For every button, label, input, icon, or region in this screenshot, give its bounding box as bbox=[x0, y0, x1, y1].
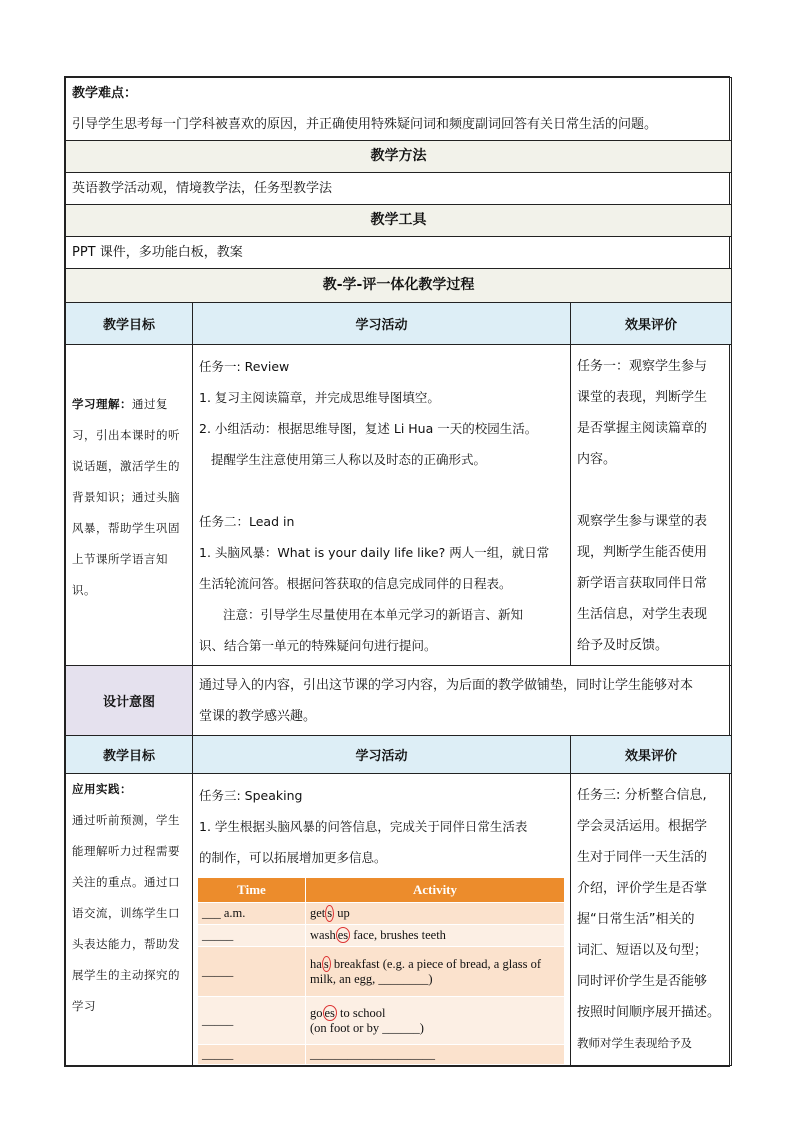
design-text bbox=[193, 666, 731, 732]
column-header-row bbox=[66, 303, 732, 345]
table-row bbox=[198, 925, 565, 947]
table-cell-time: ___ a.m. bbox=[198, 903, 306, 925]
table-row bbox=[198, 1045, 565, 1065]
eval2-line: 新学语言获取同伴日常 bbox=[577, 576, 708, 591]
task2-item1b: 生活轮流问答。根据问答获取的信息完成同伴的日程表。 bbox=[199, 576, 512, 591]
section2-row bbox=[66, 774, 732, 1066]
table-cell-time: _____ bbox=[198, 925, 306, 947]
daily-life-table bbox=[197, 877, 565, 1065]
eval1-line: 课堂的表现，判断学生 bbox=[577, 390, 708, 405]
task3-title: 任务三: Speaking bbox=[199, 788, 303, 803]
eval2-line: 观察学生参与课堂的表 bbox=[577, 514, 708, 529]
col-header-evaluation: 效果评价 bbox=[571, 736, 732, 774]
col-header-activity: 学习活动 bbox=[193, 736, 571, 774]
section1-goal-text: 通过复习，引出本课时的听说话题，激活学生的背景知识；通过头脑风暴，帮助学生巩固上节课所学语言知识。 bbox=[72, 397, 180, 597]
section2-goal-title: 应用实践： bbox=[72, 782, 132, 796]
eval3-line: 教师对学生表现给予及 bbox=[577, 1036, 692, 1050]
table-row bbox=[198, 903, 565, 925]
activity-text: breakfast (e.g. a piece of bread, a glass of milk, an egg, ________) bbox=[310, 956, 542, 986]
section1-activity bbox=[193, 345, 570, 665]
eval1-line: 是否掌握主阅读篇章的 bbox=[577, 421, 708, 436]
lesson-plan-table bbox=[65, 77, 732, 1066]
eval2-line: 给予及时反馈。 bbox=[577, 638, 669, 653]
eval3-line: 按照时间顺序展开描述。 bbox=[577, 1005, 721, 1020]
activity-verb: ha bbox=[310, 956, 322, 971]
eval2-line: 生活信息，对学生表现 bbox=[577, 607, 708, 622]
activity-verb: go bbox=[310, 1005, 323, 1020]
eval3-line: 学会灵活运用。根据学 bbox=[577, 819, 708, 834]
difficulty-text: 引导学生思考每一门学科被喜欢的原因，并正确使用特殊疑问词和频度副词回答有关日常生活的问题。 bbox=[72, 117, 658, 132]
tools-heading: 教学工具 bbox=[66, 205, 732, 237]
task2-note-a: 注意：引导学生尽量使用在本单元学习的新语言、新知 bbox=[223, 607, 524, 622]
eval1-line: 内容。 bbox=[577, 452, 617, 467]
eval3-line: 词汇、短语以及句型； bbox=[577, 943, 708, 958]
daily-table-header-time: Time bbox=[198, 878, 306, 903]
lesson-plan-document bbox=[64, 76, 730, 1067]
task2-item1a: 1. 头脑风暴：What is your daily life like? 两人一组，就日常 bbox=[199, 545, 550, 560]
table-cell-activity bbox=[306, 947, 565, 997]
col-header-evaluation: 效果评价 bbox=[571, 303, 732, 345]
section2-goal-text: 通过听前预测，学生能理解听力过程需要关注的重点。通过口语交流，训练学生口头表达能力，帮助发展学生的主动探究的学习 bbox=[72, 813, 180, 1013]
circled-suffix: s bbox=[323, 956, 329, 971]
task1-item1: 1. 复习主阅读篇章，并完成思维导图填空。 bbox=[199, 390, 440, 405]
task1-title: 任务一: Review bbox=[199, 359, 290, 374]
eval3-line: 同时评价学生是否能够 bbox=[577, 974, 708, 989]
section1-evaluation bbox=[571, 345, 731, 661]
table-cell-activity: ____________________ bbox=[306, 1045, 565, 1065]
eval3-line: 握“日常生活”相关的 bbox=[577, 912, 695, 927]
methods-heading: 教学方法 bbox=[66, 141, 732, 173]
table-cell-time: _____ bbox=[198, 997, 306, 1045]
column-header-row-2 bbox=[66, 736, 732, 774]
section2-activity bbox=[193, 774, 570, 873]
section2-goal bbox=[66, 774, 192, 1022]
design-text-line: 堂课的教学感兴趣。 bbox=[199, 709, 317, 724]
table-cell-time: _____ bbox=[198, 947, 306, 997]
circled-suffix: es bbox=[324, 1005, 335, 1020]
tools-text: PPT 课件，多功能白板，教案 bbox=[72, 245, 243, 260]
activity-verb: wash bbox=[310, 928, 336, 942]
task2-note-b: 识、结合第一单元的特殊疑问句进行提问。 bbox=[199, 638, 437, 653]
task1-item2: 2. 小组活动：根据思维导图，复述 Li Hua 一天的校园生活。 bbox=[199, 421, 538, 436]
section1-goal bbox=[66, 345, 192, 606]
table-cell-activity bbox=[306, 903, 565, 925]
design-row bbox=[66, 666, 732, 736]
daily-table-header-activity: Activity bbox=[306, 878, 565, 903]
eval3-line: 介绍，评价学生是否掌 bbox=[577, 881, 708, 896]
process-heading: 教-学-评一体化教学过程 bbox=[66, 269, 732, 303]
circled-suffix: es bbox=[337, 928, 349, 942]
eval3-line: 生对于同伴一天生活的 bbox=[577, 850, 708, 865]
table-row bbox=[198, 947, 565, 997]
activity-text: to school bbox=[336, 1005, 386, 1020]
methods-text: 英语教学活动观，情境教学法，任务型教学法 bbox=[72, 181, 333, 196]
task2-title: 任务二：Lead in bbox=[199, 514, 295, 529]
design-text-line: 通过导入的内容，引出这节课的学习内容，为后面的教学做铺垫，同时让学生能够对本 bbox=[199, 678, 694, 693]
task3-item1a: 1. 学生根据头脑风暴的问答信息，完成关于同伴日常生活表 bbox=[199, 819, 528, 834]
activity-verb: get bbox=[310, 906, 326, 920]
table-row bbox=[198, 997, 565, 1045]
col-header-goal: 教学目标 bbox=[66, 303, 193, 345]
section1-goal-title: 学习理解： bbox=[72, 397, 132, 411]
eval3-line: 任务三: 分析整合信息, bbox=[577, 788, 707, 803]
table-cell-time: _____ bbox=[198, 1045, 306, 1065]
activity-text: up bbox=[334, 906, 350, 920]
col-header-activity: 学习活动 bbox=[193, 303, 571, 345]
difficulty-row bbox=[66, 78, 732, 141]
table-cell-activity bbox=[306, 997, 565, 1045]
difficulty-label: 教学难点： bbox=[72, 86, 138, 101]
activity-text: (on foot or by ______) bbox=[310, 1020, 424, 1035]
task1-item3: 提醒学生注意使用第三人称以及时态的正确形式。 bbox=[211, 452, 487, 467]
section2-evaluation bbox=[571, 774, 731, 1059]
eval2-line: 现，判断学生能否使用 bbox=[577, 545, 708, 560]
task3-item1b: 的制作，可以拓展增加更多信息。 bbox=[199, 850, 387, 865]
col-header-goal: 教学目标 bbox=[66, 736, 193, 774]
circled-suffix: s bbox=[327, 906, 333, 920]
design-label: 设计意图 bbox=[66, 666, 193, 736]
section1-row bbox=[66, 345, 732, 666]
activity-text: face, brushes teeth bbox=[350, 928, 446, 942]
eval1-line: 任务一：观察学生参与 bbox=[577, 359, 708, 374]
table-cell-activity bbox=[306, 925, 565, 947]
